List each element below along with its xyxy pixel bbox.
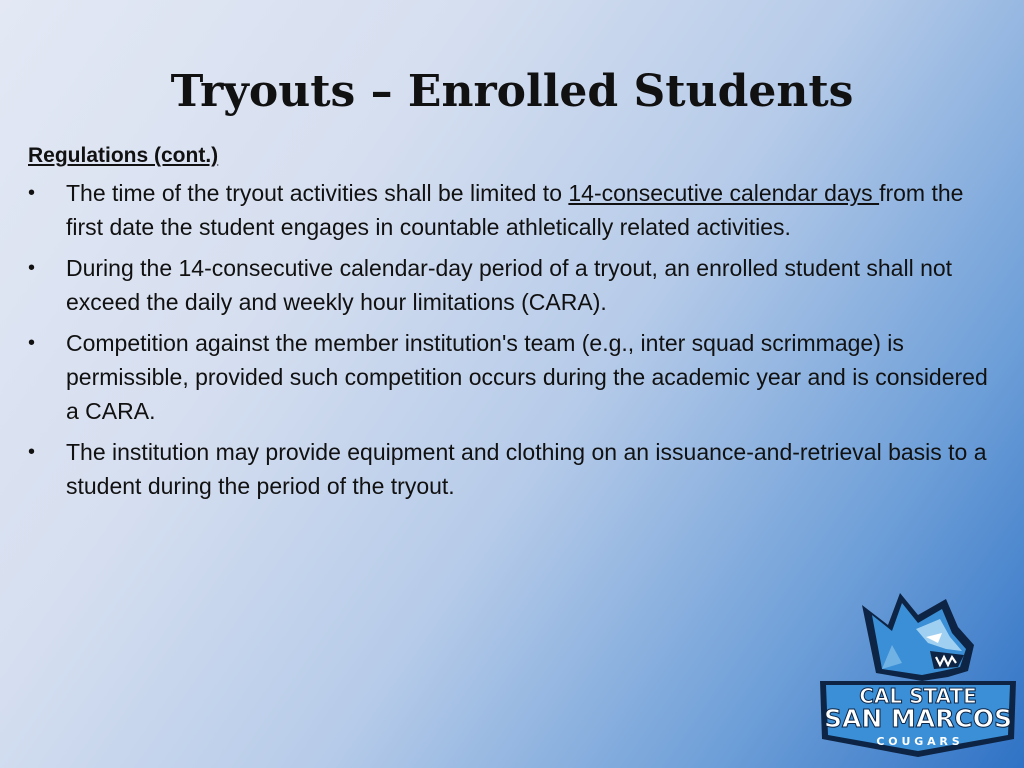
bullet-item-1 — [28, 176, 988, 244]
bullet-glyph: • — [28, 441, 36, 463]
bullet-4-text: The institution may provide equipment and clothing on an issuance-and-retrieval basis to a student during the period of the tryout. — [66, 439, 987, 499]
logo-line-2: SAN MARCOS — [823, 704, 1013, 733]
bullet-item-3 — [28, 326, 988, 428]
bullet-1-suffix: from the first date the student engages in countable athletically related activities. — [66, 180, 964, 240]
bullet-item-2 — [28, 251, 988, 319]
cal-state-san-marcos-cougars-logo — [818, 585, 1018, 760]
slide-content — [28, 144, 988, 510]
logo-line-1: CAL STATE — [859, 684, 977, 708]
slide-title: Tryouts – Enrolled Students — [170, 66, 854, 117]
bullet-glyph: • — [28, 332, 36, 354]
bullet-glyph: • — [28, 257, 36, 279]
bullet-1-prefix: The time of the tryout activities shall be limited to — [66, 180, 569, 206]
bullet-1-underlined: 14-consecutive calendar days — [568, 180, 880, 206]
subheading: Regulations (cont.) — [28, 144, 219, 167]
bullet-2-text: During the 14-consecutive calendar-day period of a tryout, an enrolled student shall not exceed the daily and weekly hour limitations (CARA). — [66, 255, 953, 315]
logo-line-3: C O U G A R S — [876, 735, 960, 748]
bullet-glyph: • — [28, 182, 36, 204]
bullet-list — [28, 176, 988, 503]
bullet-item-4 — [28, 435, 988, 503]
cougar-head-icon — [862, 593, 974, 681]
bullet-3-text: Competition against the member institution's team (e.g., inter squad scrimmage) is permissible, provided such competition occurs during the academic year and is considered a CARA. — [66, 330, 988, 424]
